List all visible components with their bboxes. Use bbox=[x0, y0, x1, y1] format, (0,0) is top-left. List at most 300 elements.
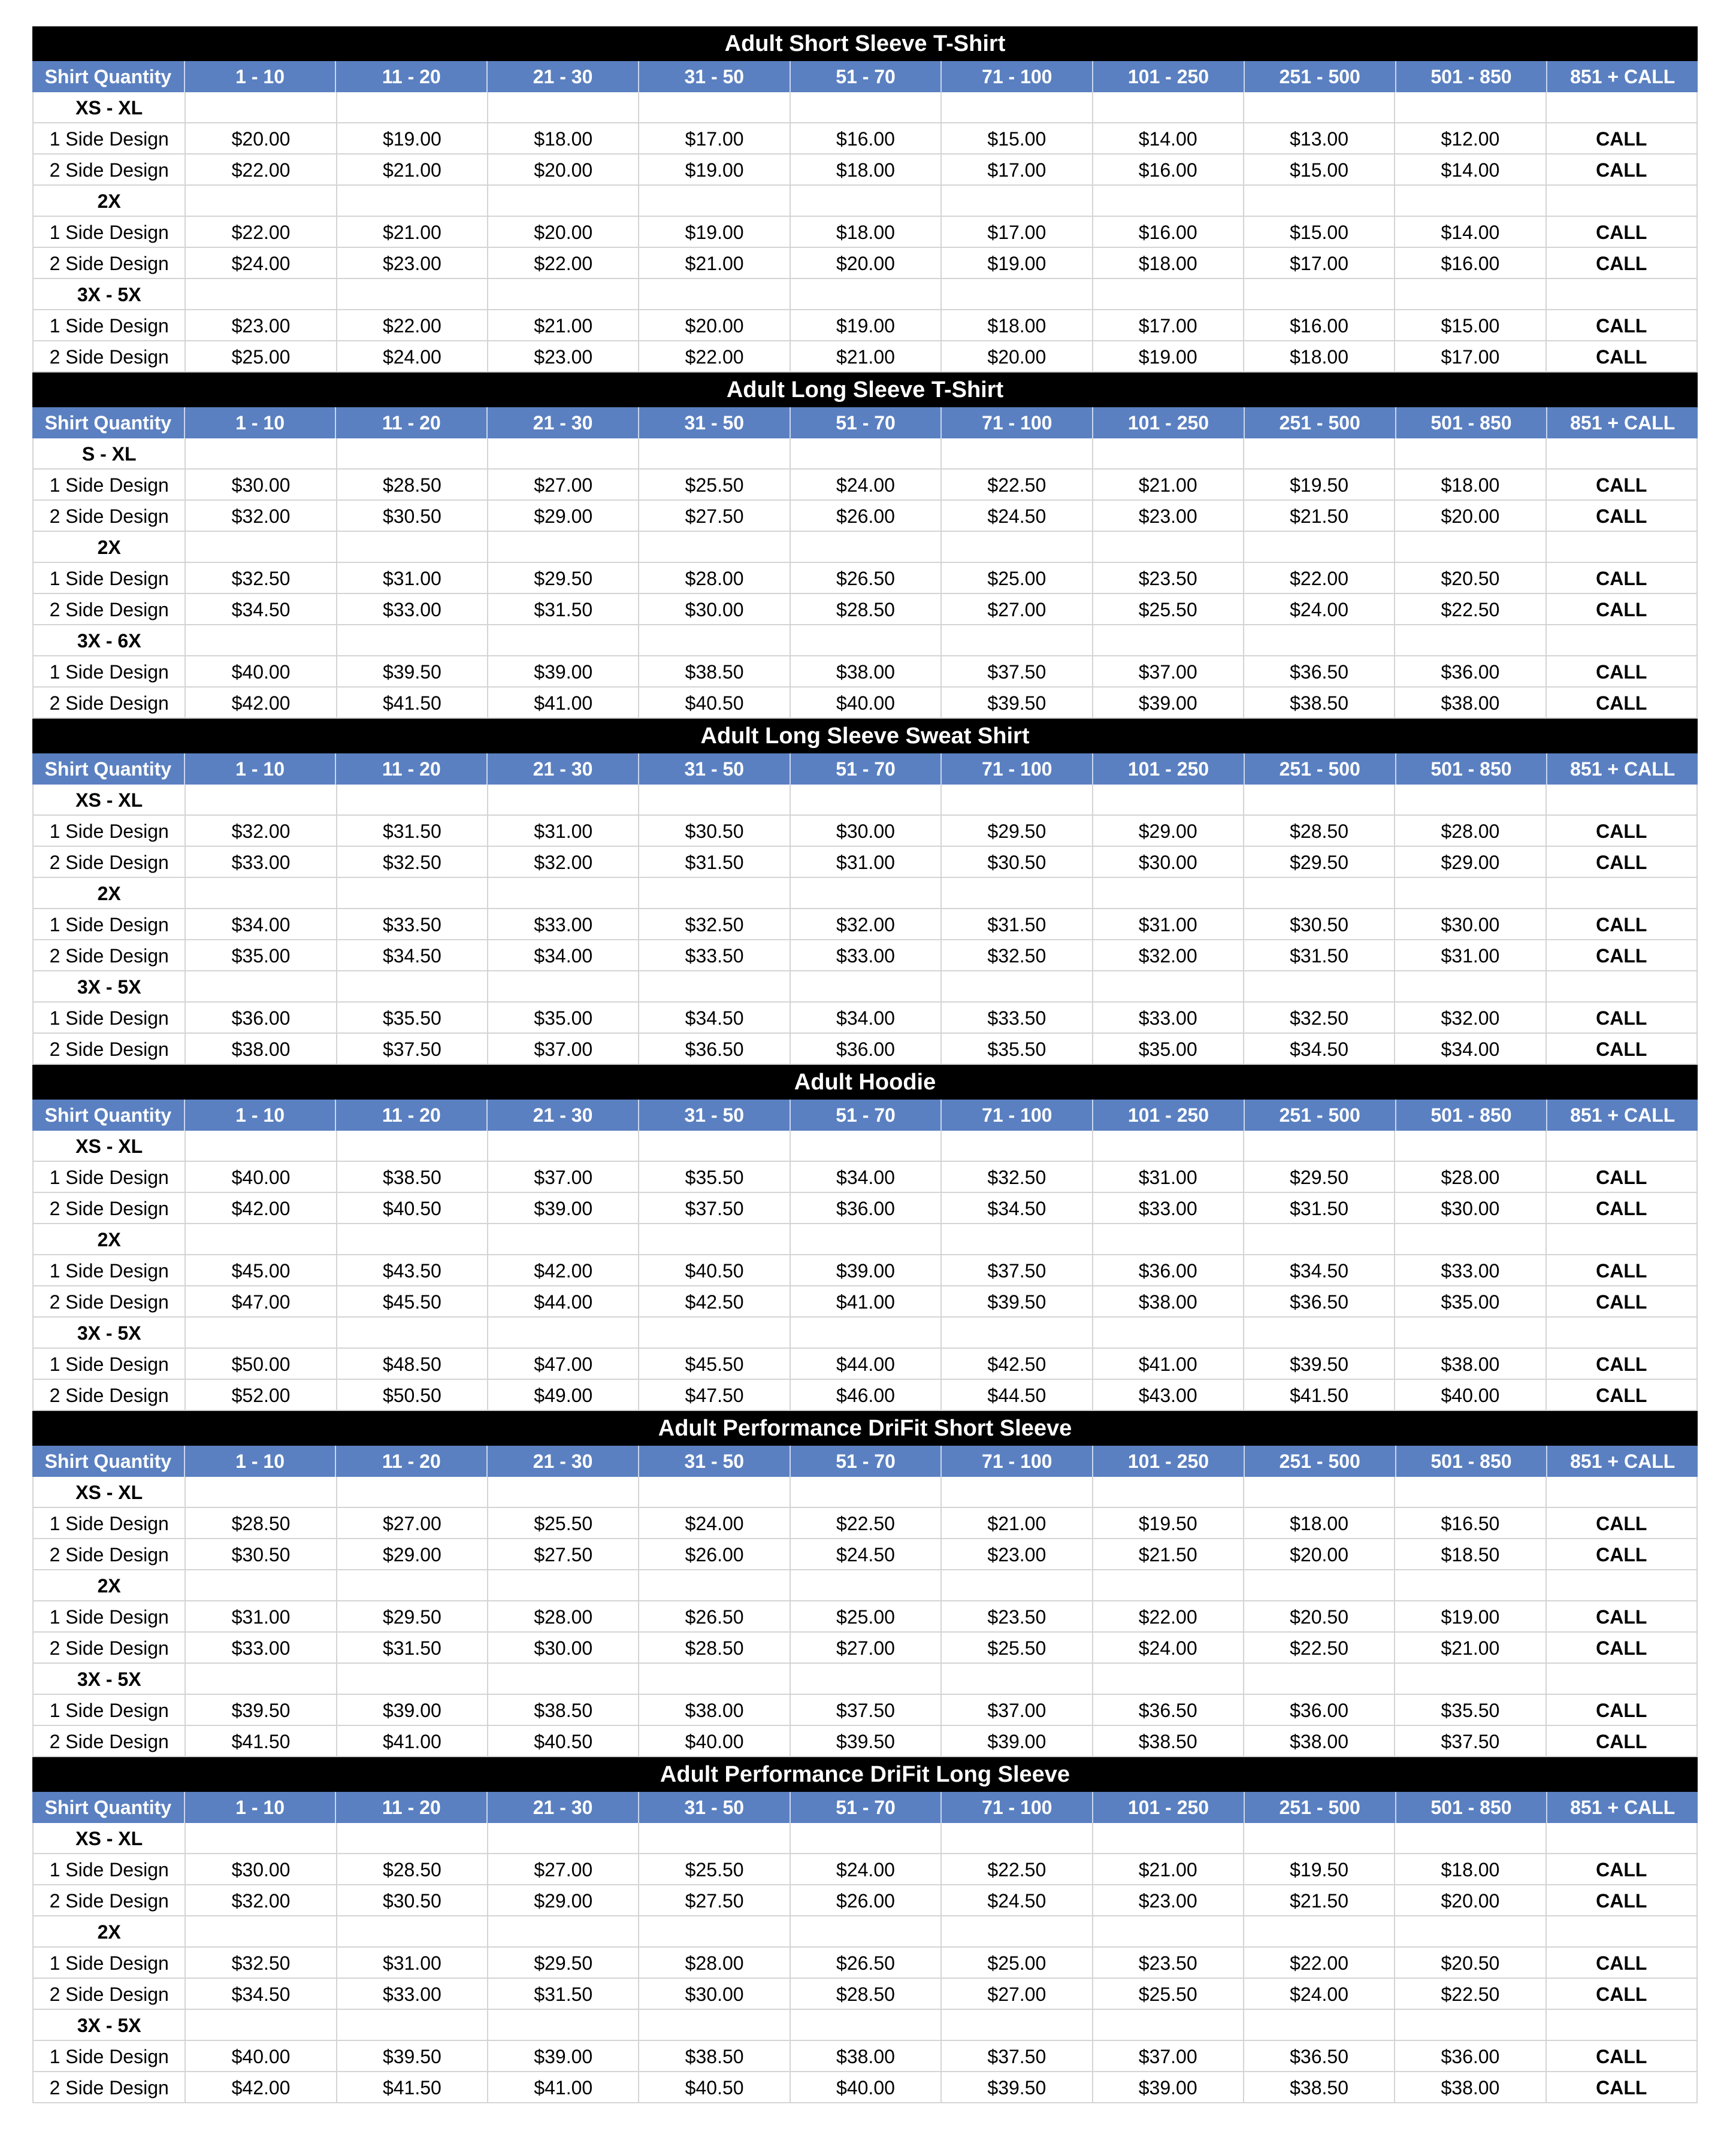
two-side-design-row bbox=[32, 155, 1698, 186]
one-side-design-row bbox=[32, 1695, 1698, 1726]
price-cell: $17.00 bbox=[1394, 341, 1545, 371]
price-cell: $44.00 bbox=[790, 1349, 940, 1379]
header-tier: 1 - 10 bbox=[184, 1792, 335, 1823]
price-cell: $21.50 bbox=[1243, 501, 1394, 531]
empty-cell bbox=[487, 92, 638, 122]
empty-cell bbox=[638, 1477, 789, 1507]
price-cell: $19.50 bbox=[1092, 1508, 1243, 1538]
price-cell: $38.00 bbox=[1394, 688, 1545, 717]
price-cell: $25.00 bbox=[940, 563, 1091, 593]
design-label: 2 Side Design bbox=[49, 2077, 169, 2099]
call-cell: CALL bbox=[1545, 310, 1696, 340]
price-cell: $20.00 bbox=[487, 155, 638, 184]
price-cell: $30.00 bbox=[1394, 909, 1545, 939]
price-cell: $40.50 bbox=[638, 1255, 789, 1285]
size-label: 3X - 5X bbox=[77, 2015, 141, 2036]
price-cell: $45.50 bbox=[336, 1286, 487, 1316]
call-cell: CALL bbox=[1545, 470, 1696, 499]
design-label: 1 Side Design bbox=[49, 1859, 169, 1881]
size-label: 3X - 5X bbox=[77, 1669, 141, 1690]
price-cell: $32.00 bbox=[185, 501, 335, 531]
price-cell: $17.00 bbox=[638, 123, 789, 153]
size-label: XS - XL bbox=[75, 1828, 143, 1849]
size-label: XS - XL bbox=[75, 1135, 143, 1157]
empty-cell bbox=[790, 878, 940, 908]
column-header-row bbox=[32, 1446, 1698, 1477]
empty-cell bbox=[1243, 1318, 1394, 1348]
call-cell: CALL bbox=[1545, 217, 1696, 247]
empty-cell bbox=[1545, 279, 1696, 309]
price-cell: $39.00 bbox=[790, 1255, 940, 1285]
column-header-row bbox=[32, 753, 1698, 785]
price-cell: $27.00 bbox=[940, 594, 1091, 624]
call-cell: CALL bbox=[1545, 940, 1696, 970]
empty-cell bbox=[487, 785, 638, 814]
price-cell: $25.50 bbox=[940, 1633, 1091, 1663]
empty-cell bbox=[1545, 785, 1696, 814]
price-cell: $39.50 bbox=[336, 656, 487, 686]
price-cell: $25.00 bbox=[940, 1948, 1091, 1978]
price-cell: $22.50 bbox=[1394, 594, 1545, 624]
two-side-design-row bbox=[32, 847, 1698, 878]
empty-cell bbox=[1394, 785, 1545, 814]
price-cell: $22.00 bbox=[487, 248, 638, 278]
price-cell: $37.50 bbox=[1394, 1726, 1545, 1756]
section-title: Adult Long Sleeve T-Shirt bbox=[32, 373, 1698, 407]
empty-cell bbox=[1394, 1477, 1545, 1507]
price-cell: $31.00 bbox=[336, 1948, 487, 1978]
price-cell: $18.00 bbox=[1092, 248, 1243, 278]
empty-cell bbox=[638, 1131, 789, 1161]
price-cell: $29.00 bbox=[487, 501, 638, 531]
design-label: 2 Side Design bbox=[49, 1890, 169, 1912]
price-cell: $46.00 bbox=[790, 1380, 940, 1410]
price-cell: $20.00 bbox=[185, 123, 335, 153]
price-cell: $21.00 bbox=[940, 1508, 1091, 1538]
header-tier: 21 - 30 bbox=[486, 1792, 638, 1823]
header-shirt-quantity: Shirt Quantity bbox=[44, 1104, 172, 1126]
call-cell: CALL bbox=[1545, 1979, 1696, 2009]
header-tier: 51 - 70 bbox=[790, 61, 941, 92]
price-cell: $40.50 bbox=[487, 1726, 638, 1756]
empty-cell bbox=[487, 279, 638, 309]
price-cell: $26.50 bbox=[790, 563, 940, 593]
price-cell: $39.50 bbox=[790, 1726, 940, 1756]
price-cell: $27.00 bbox=[790, 1633, 940, 1663]
design-label: 2 Side Design bbox=[49, 1038, 169, 1060]
empty-cell bbox=[790, 2010, 940, 2040]
design-label: 1 Side Design bbox=[49, 1167, 169, 1188]
price-cell: $19.00 bbox=[1092, 341, 1243, 371]
price-cell: $37.50 bbox=[336, 1034, 487, 1064]
price-cell: $35.00 bbox=[487, 1003, 638, 1032]
price-cell: $38.50 bbox=[1243, 2072, 1394, 2102]
design-label: 2 Side Design bbox=[49, 505, 169, 527]
call-cell: CALL bbox=[1545, 248, 1696, 278]
price-cell: $50.50 bbox=[336, 1380, 487, 1410]
price-cell: $22.50 bbox=[1394, 1979, 1545, 2009]
one-side-design-row bbox=[32, 563, 1698, 594]
empty-cell bbox=[940, 1570, 1091, 1600]
empty-cell bbox=[185, 1224, 335, 1254]
size-group-row bbox=[32, 1916, 1698, 1948]
price-cell: $38.00 bbox=[1243, 1726, 1394, 1756]
header-tier: 71 - 100 bbox=[940, 1100, 1092, 1131]
price-cell: $37.50 bbox=[940, 656, 1091, 686]
empty-cell bbox=[1545, 1224, 1696, 1254]
header-tier: 251 - 500 bbox=[1244, 753, 1395, 785]
empty-cell bbox=[1394, 1823, 1545, 1853]
empty-cell bbox=[1243, 438, 1394, 468]
size-group-row bbox=[32, 1823, 1698, 1854]
price-cell: $31.50 bbox=[940, 909, 1091, 939]
price-cell: $23.00 bbox=[185, 310, 335, 340]
price-cell: $29.50 bbox=[1243, 847, 1394, 877]
price-cell: $42.00 bbox=[487, 1255, 638, 1285]
empty-cell bbox=[336, 971, 487, 1001]
price-cell: $41.50 bbox=[185, 1726, 335, 1756]
price-cell: $20.00 bbox=[487, 217, 638, 247]
header-tier: 501 - 850 bbox=[1395, 1792, 1547, 1823]
design-label: 2 Side Design bbox=[49, 945, 169, 967]
empty-cell bbox=[1243, 1131, 1394, 1161]
header-shirt-quantity: Shirt Quantity bbox=[44, 66, 172, 87]
price-cell: $39.00 bbox=[336, 1695, 487, 1725]
price-cell: $34.50 bbox=[638, 1003, 789, 1032]
price-cell: $32.50 bbox=[185, 1948, 335, 1978]
empty-cell bbox=[185, 279, 335, 309]
design-label: 1 Side Design bbox=[49, 1700, 169, 1721]
price-cell: $23.00 bbox=[1092, 1885, 1243, 1915]
price-cell: $16.50 bbox=[1394, 1508, 1545, 1538]
two-side-design-row bbox=[32, 1885, 1698, 1916]
price-cell: $31.00 bbox=[336, 563, 487, 593]
price-cell: $37.00 bbox=[487, 1162, 638, 1192]
empty-cell bbox=[638, 1318, 789, 1348]
price-cell: $33.00 bbox=[185, 847, 335, 877]
price-cell: $34.50 bbox=[940, 1193, 1091, 1223]
header-tier: 11 - 20 bbox=[335, 1792, 486, 1823]
empty-cell bbox=[638, 1570, 789, 1600]
price-cell: $23.00 bbox=[940, 1539, 1091, 1569]
empty-cell bbox=[638, 1224, 789, 1254]
call-cell: CALL bbox=[1545, 341, 1696, 371]
price-cell: $37.50 bbox=[940, 2041, 1091, 2071]
empty-cell bbox=[1243, 878, 1394, 908]
call-cell: CALL bbox=[1545, 594, 1696, 624]
price-cell: $34.00 bbox=[1394, 1034, 1545, 1064]
price-cell: $31.50 bbox=[487, 1979, 638, 2009]
price-cell: $25.50 bbox=[638, 470, 789, 499]
header-tier: 501 - 850 bbox=[1395, 61, 1547, 92]
empty-cell bbox=[1092, 971, 1243, 1001]
price-cell: $21.00 bbox=[1092, 470, 1243, 499]
price-cell: $38.50 bbox=[1243, 688, 1394, 717]
price-cell: $34.00 bbox=[185, 909, 335, 939]
price-cell: $42.50 bbox=[940, 1349, 1091, 1379]
price-cell: $23.00 bbox=[336, 248, 487, 278]
price-cell: $21.00 bbox=[1092, 1854, 1243, 1884]
empty-cell bbox=[1092, 1318, 1243, 1348]
price-cell: $30.50 bbox=[1243, 909, 1394, 939]
size-group-row bbox=[32, 1664, 1698, 1695]
header-tier: 501 - 850 bbox=[1395, 1446, 1547, 1477]
header-tier: 251 - 500 bbox=[1244, 61, 1395, 92]
price-cell: $39.00 bbox=[1092, 688, 1243, 717]
size-label: S - XL bbox=[81, 443, 137, 465]
empty-cell bbox=[638, 438, 789, 468]
empty-cell bbox=[185, 625, 335, 655]
size-group-row bbox=[32, 785, 1698, 816]
empty-cell bbox=[790, 1318, 940, 1348]
price-cell: $32.50 bbox=[638, 909, 789, 939]
price-cell: $14.00 bbox=[1394, 155, 1545, 184]
price-cell: $27.50 bbox=[487, 1539, 638, 1569]
price-cell: $38.50 bbox=[336, 1162, 487, 1192]
empty-cell bbox=[336, 1318, 487, 1348]
price-cell: $31.50 bbox=[638, 847, 789, 877]
price-cell: $32.00 bbox=[487, 847, 638, 877]
call-cell: CALL bbox=[1545, 1854, 1696, 1884]
empty-cell bbox=[1243, 186, 1394, 216]
price-cell: $37.00 bbox=[940, 1695, 1091, 1725]
price-cell: $41.50 bbox=[1243, 1380, 1394, 1410]
price-cell: $30.50 bbox=[940, 847, 1091, 877]
price-cell: $29.50 bbox=[336, 1601, 487, 1631]
price-cell: $31.00 bbox=[1092, 909, 1243, 939]
price-cell: $27.00 bbox=[336, 1508, 487, 1538]
price-cell: $36.00 bbox=[1394, 656, 1545, 686]
size-group-row bbox=[32, 1570, 1698, 1601]
price-cell: $15.00 bbox=[940, 123, 1091, 153]
call-cell: CALL bbox=[1545, 1948, 1696, 1978]
one-side-design-row bbox=[32, 1003, 1698, 1034]
design-label: 1 Side Design bbox=[49, 474, 169, 496]
call-cell: CALL bbox=[1545, 1193, 1696, 1223]
price-cell: $22.00 bbox=[638, 341, 789, 371]
price-cell: $28.50 bbox=[336, 1854, 487, 1884]
price-cell: $14.00 bbox=[1092, 123, 1243, 153]
empty-cell bbox=[790, 186, 940, 216]
price-cell: $43.50 bbox=[336, 1255, 487, 1285]
two-side-design-row bbox=[32, 940, 1698, 971]
empty-cell bbox=[1092, 878, 1243, 908]
design-label: 1 Side Design bbox=[49, 128, 169, 150]
empty-cell bbox=[1394, 186, 1545, 216]
size-label: 3X - 5X bbox=[77, 1322, 141, 1344]
price-cell: $21.00 bbox=[790, 341, 940, 371]
empty-cell bbox=[940, 625, 1091, 655]
price-cell: $18.00 bbox=[487, 123, 638, 153]
empty-cell bbox=[940, 878, 1091, 908]
design-label: 2 Side Design bbox=[49, 1544, 169, 1565]
empty-cell bbox=[336, 1131, 487, 1161]
price-cell: $39.50 bbox=[940, 1286, 1091, 1316]
price-cell: $17.00 bbox=[1092, 310, 1243, 340]
price-cell: $42.00 bbox=[185, 2072, 335, 2102]
price-cell: $38.50 bbox=[1092, 1726, 1243, 1756]
empty-cell bbox=[336, 1823, 487, 1853]
empty-cell bbox=[940, 92, 1091, 122]
price-cell: $33.00 bbox=[487, 909, 638, 939]
price-cell: $18.00 bbox=[790, 155, 940, 184]
size-group-row bbox=[32, 1131, 1698, 1162]
empty-cell bbox=[185, 532, 335, 562]
price-cell: $32.00 bbox=[1394, 1003, 1545, 1032]
price-cell: $21.00 bbox=[1394, 1633, 1545, 1663]
price-cell: $38.00 bbox=[790, 2041, 940, 2071]
empty-cell bbox=[790, 785, 940, 814]
price-cell: $14.00 bbox=[1394, 217, 1545, 247]
price-cell: $31.50 bbox=[336, 816, 487, 846]
price-cell: $35.50 bbox=[638, 1162, 789, 1192]
empty-cell bbox=[638, 971, 789, 1001]
price-cell: $43.00 bbox=[1092, 1380, 1243, 1410]
two-side-design-row bbox=[32, 1193, 1698, 1224]
one-side-design-row bbox=[32, 1948, 1698, 1979]
empty-cell bbox=[638, 878, 789, 908]
empty-cell bbox=[487, 1570, 638, 1600]
empty-cell bbox=[487, 971, 638, 1001]
price-cell: $31.50 bbox=[1243, 940, 1394, 970]
empty-cell bbox=[1394, 1131, 1545, 1161]
size-group-row bbox=[32, 186, 1698, 217]
price-cell: $31.00 bbox=[1092, 1162, 1243, 1192]
call-cell: CALL bbox=[1545, 1539, 1696, 1569]
price-cell: $48.50 bbox=[336, 1349, 487, 1379]
column-header-row bbox=[32, 407, 1698, 438]
empty-cell bbox=[790, 438, 940, 468]
header-tier: 31 - 50 bbox=[638, 407, 790, 438]
empty-cell bbox=[1092, 279, 1243, 309]
price-cell: $18.00 bbox=[1243, 341, 1394, 371]
header-tier: 851 + CALL bbox=[1546, 1792, 1698, 1823]
header-tier: 21 - 30 bbox=[486, 1100, 638, 1131]
price-cell: $33.00 bbox=[336, 594, 487, 624]
price-cell: $36.00 bbox=[185, 1003, 335, 1032]
price-cell: $26.00 bbox=[790, 501, 940, 531]
price-cell: $19.00 bbox=[940, 248, 1091, 278]
empty-cell bbox=[185, 1477, 335, 1507]
empty-cell bbox=[336, 625, 487, 655]
one-side-design-row bbox=[32, 909, 1698, 940]
call-cell: CALL bbox=[1545, 1162, 1696, 1192]
empty-cell bbox=[1545, 186, 1696, 216]
price-cell: $18.50 bbox=[1394, 1539, 1545, 1569]
header-tier: 31 - 50 bbox=[638, 1100, 790, 1131]
empty-cell bbox=[1243, 279, 1394, 309]
price-section bbox=[32, 373, 1698, 719]
price-cell: $40.50 bbox=[638, 688, 789, 717]
price-cell: $40.00 bbox=[790, 688, 940, 717]
empty-cell bbox=[1394, 1318, 1545, 1348]
one-side-design-row bbox=[32, 310, 1698, 341]
price-cell: $29.50 bbox=[940, 816, 1091, 846]
empty-cell bbox=[1545, 1823, 1696, 1853]
empty-cell bbox=[185, 1664, 335, 1694]
price-cell: $33.00 bbox=[185, 1633, 335, 1663]
price-cell: $25.00 bbox=[185, 341, 335, 371]
price-cell: $24.00 bbox=[185, 248, 335, 278]
call-cell: CALL bbox=[1545, 1349, 1696, 1379]
empty-cell bbox=[487, 878, 638, 908]
two-side-design-row bbox=[32, 1539, 1698, 1570]
price-cell: $47.50 bbox=[638, 1380, 789, 1410]
price-cell: $41.00 bbox=[790, 1286, 940, 1316]
price-cell: $21.00 bbox=[487, 310, 638, 340]
price-cell: $41.00 bbox=[1092, 1349, 1243, 1379]
price-cell: $29.50 bbox=[487, 1948, 638, 1978]
header-tier: 501 - 850 bbox=[1395, 1100, 1547, 1131]
empty-cell bbox=[1243, 1823, 1394, 1853]
empty-cell bbox=[185, 1318, 335, 1348]
header-tier: 851 + CALL bbox=[1546, 753, 1698, 785]
design-label: 2 Side Design bbox=[49, 1291, 169, 1313]
header-tier: 31 - 50 bbox=[638, 1792, 790, 1823]
two-side-design-row bbox=[32, 1633, 1698, 1664]
price-cell: $29.00 bbox=[1092, 816, 1243, 846]
price-cell: $30.50 bbox=[638, 816, 789, 846]
header-tier: 51 - 70 bbox=[790, 1446, 941, 1477]
empty-cell bbox=[336, 1916, 487, 1946]
empty-cell bbox=[336, 532, 487, 562]
header-tier: 501 - 850 bbox=[1395, 753, 1547, 785]
price-sheet bbox=[32, 26, 1698, 2103]
empty-cell bbox=[1243, 1916, 1394, 1946]
price-cell: $32.50 bbox=[185, 563, 335, 593]
price-cell: $41.50 bbox=[336, 2072, 487, 2102]
price-cell: $19.50 bbox=[1243, 470, 1394, 499]
price-cell: $16.00 bbox=[1243, 310, 1394, 340]
header-tier: 51 - 70 bbox=[790, 1792, 941, 1823]
design-label: 1 Side Design bbox=[49, 222, 169, 243]
price-cell: $20.00 bbox=[1243, 1539, 1394, 1569]
price-cell: $12.00 bbox=[1394, 123, 1545, 153]
price-cell: $31.50 bbox=[487, 594, 638, 624]
price-cell: $37.00 bbox=[1092, 2041, 1243, 2071]
call-cell: CALL bbox=[1545, 1286, 1696, 1316]
empty-cell bbox=[487, 438, 638, 468]
header-tier: 101 - 250 bbox=[1092, 407, 1244, 438]
price-cell: $18.00 bbox=[790, 217, 940, 247]
call-cell: CALL bbox=[1545, 847, 1696, 877]
price-cell: $39.50 bbox=[336, 2041, 487, 2071]
price-cell: $21.00 bbox=[336, 217, 487, 247]
price-cell: $30.00 bbox=[487, 1633, 638, 1663]
header-tier: 51 - 70 bbox=[790, 1100, 941, 1131]
price-cell: $30.50 bbox=[336, 501, 487, 531]
price-cell: $20.50 bbox=[1394, 563, 1545, 593]
price-cell: $30.00 bbox=[185, 1854, 335, 1884]
empty-cell bbox=[487, 1916, 638, 1946]
empty-cell bbox=[1243, 1477, 1394, 1507]
price-cell: $36.00 bbox=[1243, 1695, 1394, 1725]
size-label: XS - XL bbox=[75, 789, 143, 811]
empty-cell bbox=[1092, 2010, 1243, 2040]
price-cell: $33.00 bbox=[1394, 1255, 1545, 1285]
price-cell: $28.50 bbox=[336, 470, 487, 499]
size-label: 3X - 5X bbox=[77, 976, 141, 998]
price-cell: $26.50 bbox=[790, 1948, 940, 1978]
header-tier: 71 - 100 bbox=[940, 1792, 1092, 1823]
price-cell: $29.00 bbox=[1394, 847, 1545, 877]
empty-cell bbox=[1092, 1823, 1243, 1853]
empty-cell bbox=[790, 1916, 940, 1946]
empty-cell bbox=[790, 1664, 940, 1694]
one-side-design-row bbox=[32, 816, 1698, 847]
header-tier: 251 - 500 bbox=[1244, 1792, 1395, 1823]
size-label: 3X - 5X bbox=[77, 284, 141, 305]
